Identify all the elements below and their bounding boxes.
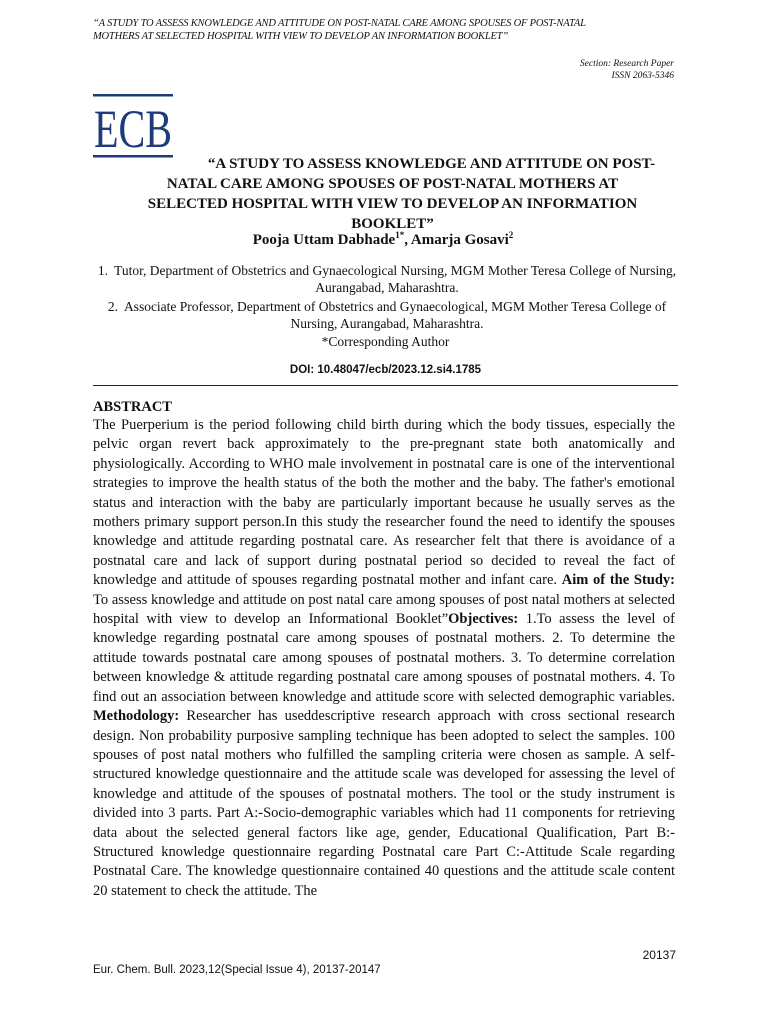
methodology-label: Methodology: bbox=[93, 708, 180, 725]
paper-meta bbox=[580, 58, 674, 82]
corresponding-author-note: *Corresponding Author bbox=[321, 334, 450, 349]
paper-title bbox=[100, 154, 685, 234]
title-line3: SELECTED HOSPITAL WITH VIEW TO DEVELOP AN INFORMATION bbox=[147, 196, 638, 212]
affiliation-list bbox=[96, 262, 678, 334]
page-number: 20137 bbox=[642, 948, 676, 962]
affiliation-item: 2. Associate Professor, Department of Obstetrics and Gynaecological, MGM Mother Teresa College of Nursing, Aurangabad, Maharashtra. bbox=[107, 299, 667, 331]
doi-link[interactable]: DOI: 10.48047/ecb/2023.12.si4.1785 bbox=[289, 364, 482, 376]
journal-footer: Eur. Chem. Bull. 2023,12(Special Issue 4), 20137-20147 bbox=[93, 964, 381, 976]
abstract-body: The Puerperium is the period following child birth during which the body tissues, especially the pelvic organ revert back approximately to the pre-pregnant state both anatomically and physiologically. According to WHO male involvement in postnatal care is one of the interventional strategies to improve the health status of the both the mother and the baby. The father's emotional status and interaction with the baby are particularly important because he usually serves as the mothers primary support person.In this study the researcher found the need to identify the spouses knowledge and attitude regarding postnatal care. As researcher felt that there is avoidance of a postnatal care and lack of support during postnatal period so decided to reveal the fact of knowledge and attitude of spouses regarding postnatal mother and infant care. Aim of the Study: To assess knowledge and attitude on post natal care among spouses of post natal mothers at selected hospital with view to develop an Informational Booklet”Objectives: 1.To assess the level of knowledge regarding postnatal care among spouses of postnatal mothers. 2. To determine the attitude towards postnatal care among spouses of postnatal mothers. 3. To determine correlation between knowledge & attitude regarding postnatal care among spouses of postnatal mothers. 4. To find out an association between knowledge and attitude score with selected demographic variables. Methodology: Researcher has useddescriptive research approach with cross sectional research design. Non probability purposive sampling technique has been adopted to select the samples. 100 spouses of post natal mothers who fulfilled the sampling criteria were chosen as sample. A self- structured knowledge questionnaire and the attitude scale was developed for assessing the level of knowledge and attitude of the spouses of postnatal mothers. The tool or the study instrument is divided into 3 parts. Part A:-Socio-demographic variables which had 11 components for retrieving data about the selected general factors like age, gender, Educational Qualification, Part B:-Structured knowledge questionnaire regarding Postnatal care Part C:-Attitude Scale regarding Postnatal Care. The knowledge questionnaire contained 40 questions and the attitude scale content 20 statement to check the attitude. The bbox=[93, 417, 675, 899]
author-2: Amarja Gosavi bbox=[410, 232, 509, 248]
running-header-line2: MOTHERS AT SELECTED HOSPITAL WITH VIEW TO DEVELOP AN INFORMATION BOOKLET” bbox=[93, 31, 508, 42]
section-label: Section: Research Paper bbox=[579, 59, 674, 69]
title-line1: “A STUDY TO ASSESS KNOWLEDGE AND ATTITUDE ON POST- bbox=[207, 156, 656, 172]
journal-logo-text: ECB bbox=[94, 99, 172, 159]
header-divider bbox=[93, 385, 678, 386]
abstract-heading: ABSTRACT bbox=[93, 399, 172, 415]
running-header-line1: “A STUDY TO ASSESS KNOWLEDGE AND ATTITUDE ON POST-NATAL CARE AMONG SPOUSES OF POST-NATAL bbox=[93, 18, 586, 29]
author-1-marker: 1* bbox=[395, 230, 405, 240]
objectives-label: Objectives: bbox=[448, 611, 519, 628]
title-line2: NATAL CARE AMONG SPOUSES OF POST-NATAL MOTHERS AT bbox=[166, 176, 619, 192]
author-list bbox=[93, 230, 673, 249]
author-separator: , bbox=[404, 232, 411, 248]
affiliation-item: 1. Tutor, Department of Obstetrics and Gynaecological Nursing, MGM Mother Teresa College of Nursing, Aurangabad, Maharashtra. bbox=[97, 263, 677, 295]
title-line4: BOOKLET” bbox=[351, 216, 434, 232]
journal-logo bbox=[93, 91, 175, 161]
aim-label: Aim of the Study: bbox=[561, 572, 675, 589]
author-1: Pooja Uttam Dabhade bbox=[252, 232, 396, 248]
issn-label: ISSN 2063-5346 bbox=[611, 71, 674, 81]
author-2-marker: 2 bbox=[508, 230, 514, 240]
running-header bbox=[93, 17, 693, 43]
